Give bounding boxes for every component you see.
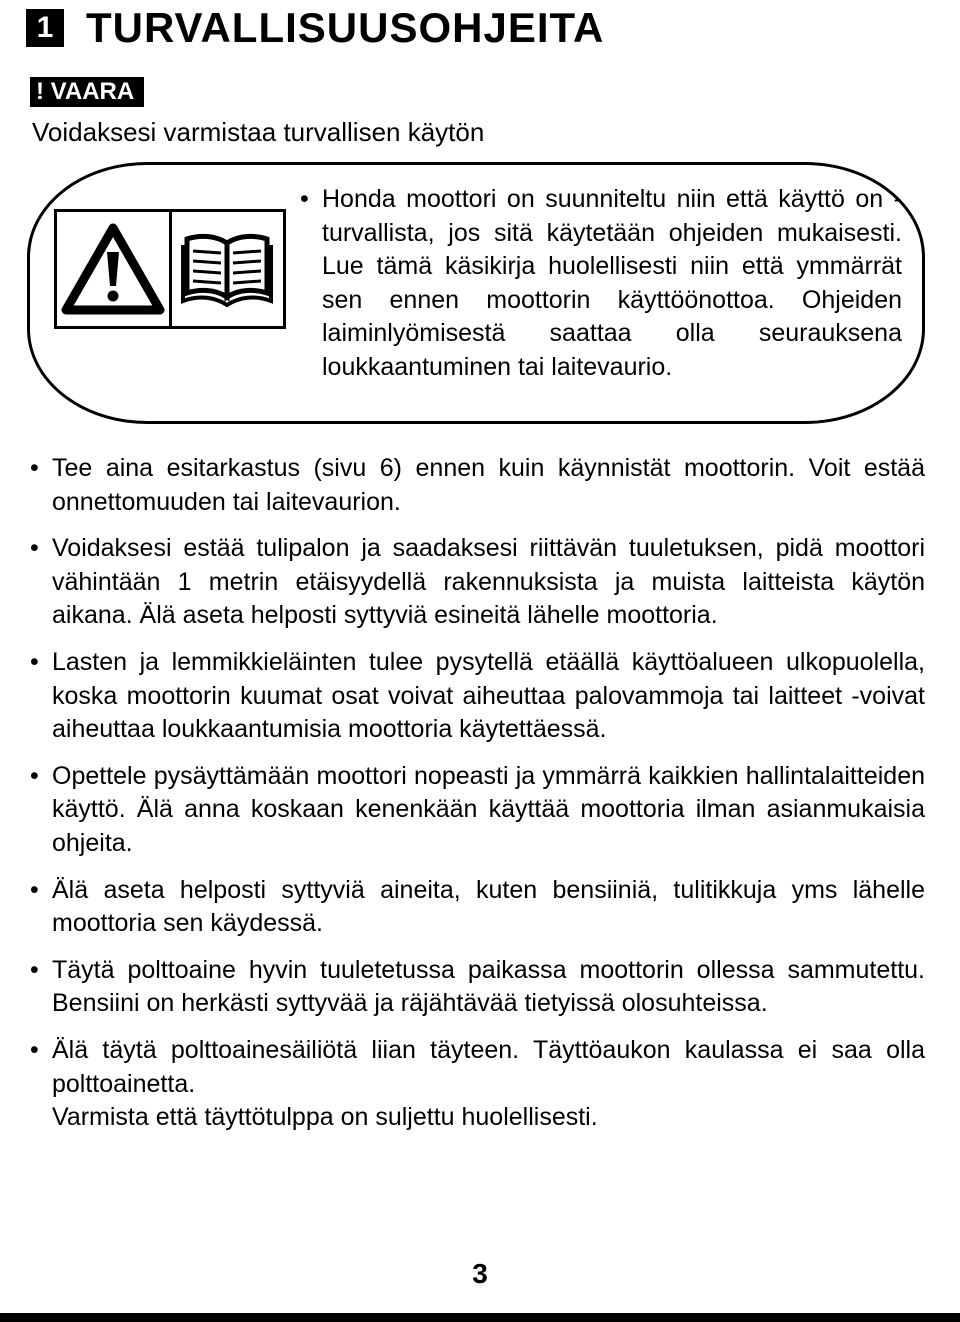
list-item [30, 874, 925, 941]
page-number: 3 [472, 1258, 488, 1289]
bullet: • [300, 185, 309, 213]
bullet: • [30, 875, 39, 904]
list-item-subtext: Varmista että täyttötulppa on suljettu huolellisesti. [52, 1103, 598, 1132]
framed-notice-item [300, 183, 902, 385]
list-item-text: Voidaksesi estää tulipalon ja saadaksesi riittävän tuuletuksen, pidä moottori vähintään 1 metrin etäisyydellä rakennuksista ja muista laitteista käytön aikana. Älä aseta helposti syttyviä esineitä lähelle moottoria. [52, 534, 925, 630]
bullet: • [30, 955, 39, 984]
open-book-icon [169, 212, 284, 326]
list-item-text: Tee aina esitarkastus (sivu 6) ennen kuin käynnistät moottorin. Voit estää onnettomuuden tai laitevaurion. [52, 454, 925, 516]
bullet: • [30, 1035, 39, 1064]
bullet: • [30, 454, 39, 482]
list-item [30, 532, 925, 633]
bullet: • [30, 534, 39, 563]
safety-icons-box [54, 209, 286, 329]
warning-triangle-icon [57, 212, 169, 326]
list-item [30, 954, 925, 1021]
list-item [30, 1034, 925, 1135]
section-number-badge: 1 [26, 9, 64, 47]
section-header [26, 4, 604, 52]
danger-label: ! VAARA [30, 77, 144, 107]
list-item [30, 646, 925, 747]
page-title: TURVALLISUUSOHJEITA [86, 4, 605, 51]
warning-subtitle: Voidaksesi varmistaa turvallisen käytön [32, 117, 485, 147]
list-item-text: Täytä polttoaine hyvin tuuletetussa paikassa moottorin ollessa sammutettu. Bensiini on herkästi syttyvää ja räjähtävää tietyissä olosuhteissa. [52, 955, 925, 1018]
list-item-text: Älä täytä polttoainesäiliötä liian täyteen. Täyttöaukon kaulassa ei saa olla polttoainetta. [52, 1035, 925, 1098]
list-item [30, 452, 925, 519]
list-item [30, 760, 925, 861]
list-item-text: Älä aseta helposti syttyviä aineita, kuten bensiiniä, tulitikkuja yms lähelle moottoria sen käydessä. [52, 875, 925, 938]
bullet: • [30, 761, 39, 790]
list-item-body [52, 1034, 925, 1135]
bullet: • [30, 647, 39, 676]
list-item-text: Lasten ja lemmikkieläinten tulee pysytellä etäällä käyttöalueen ulkopuolella, koska moottorin kuumat osat voivat aiheuttaa palovammoja tai laitteet -voivat aiheuttaa loukkaantumisia moottoria käytettäessä. [52, 647, 925, 744]
framed-notice-text: Honda moottori on suunniteltu niin että käyttö on -turvallista, jos sitä käytetään ohjeiden mukaisesti. Lue tämä käsikirja huolellisesti niin että ymmärrät sen ennen moottorin käyttöönottoa. Ohjeiden laiminlyömisestä saattaa olla seurauksena loukkaantuminen tai laitevaurio. [322, 185, 902, 381]
list-item-text: Opettele pysäyttämään moottori nopeasti ja ymmärrä kaikkien hallintalaitteiden käyttö. Älä anna koskaan kenenkään käyttää moottoria ilman asianmukaisia ohjeita. [52, 761, 925, 857]
footer-rule [0, 1313, 960, 1322]
safety-instructions-list [30, 452, 925, 1148]
